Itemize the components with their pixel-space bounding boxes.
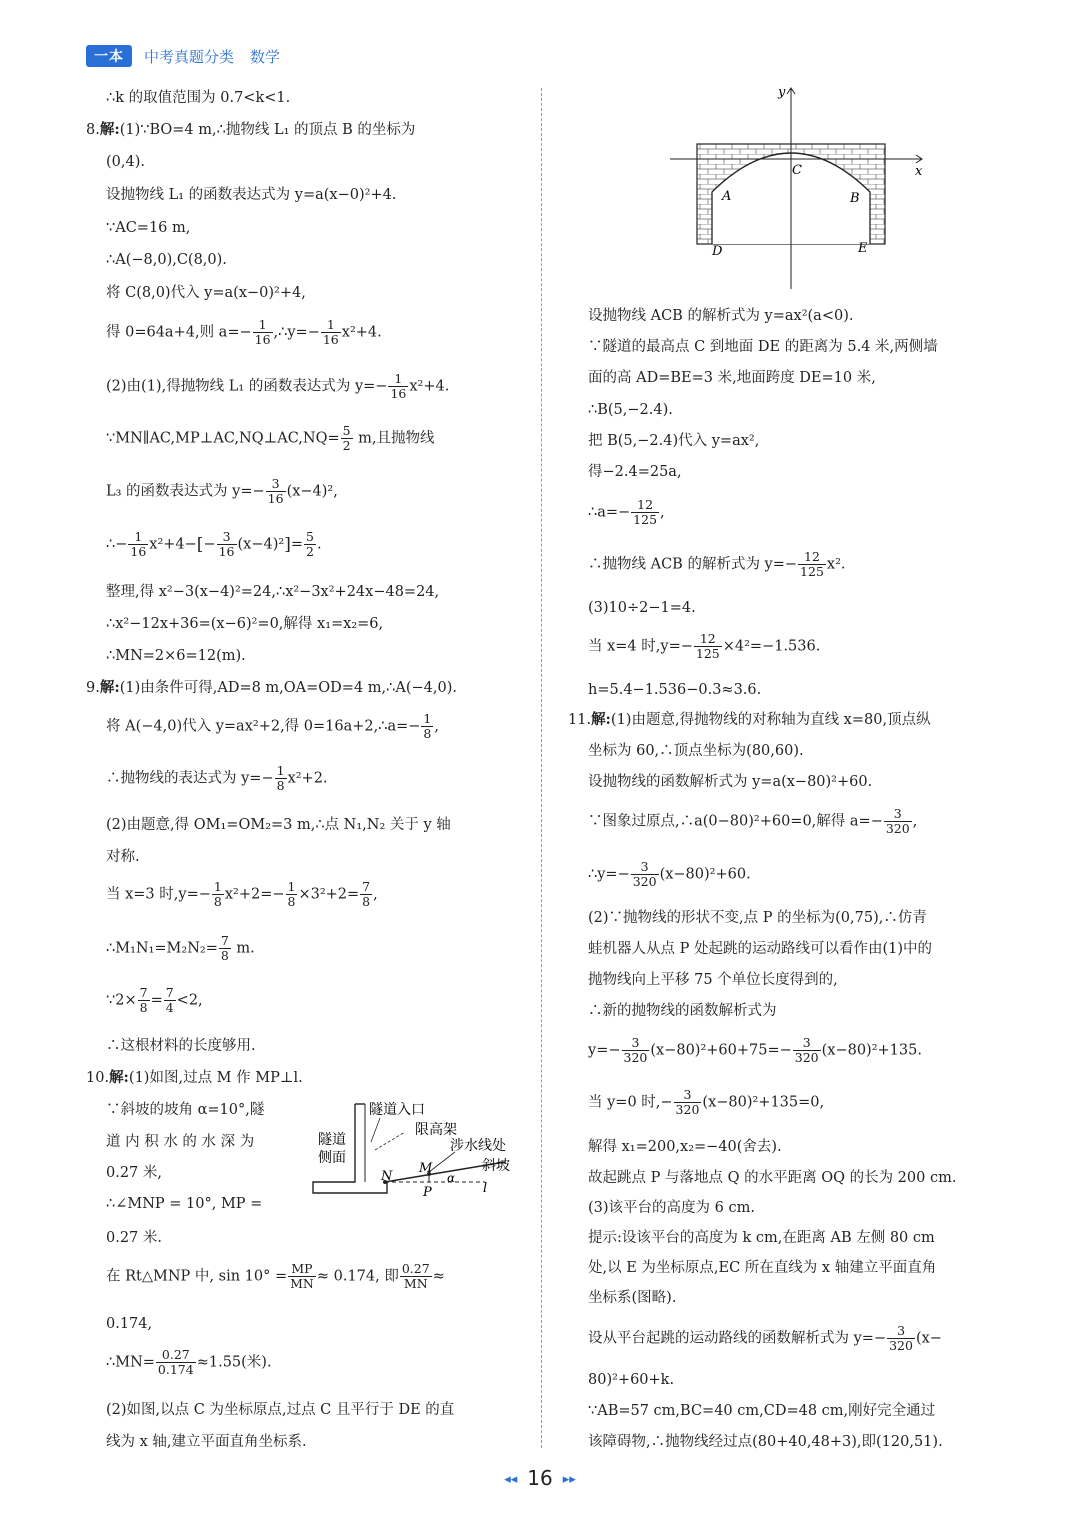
text-span: ∴M₁N₁=M₂N₂= bbox=[106, 940, 218, 957]
question-number: 10. bbox=[86, 1070, 110, 1086]
text-line: (3)10÷2−1=4. bbox=[588, 600, 696, 616]
text-span: ∵MN∥AC,MP⊥AC,NQ⊥AC,NQ= bbox=[106, 430, 340, 447]
numerator: 12 bbox=[631, 498, 659, 513]
numerator: 0.27 bbox=[156, 1348, 196, 1363]
numerator: 0.27 bbox=[401, 1261, 430, 1276]
text-span: (x−80)²+60. bbox=[659, 866, 751, 883]
text-span: − bbox=[203, 536, 216, 553]
label-e: E bbox=[858, 241, 868, 256]
text-line: ∴k 的取值范围为 0.7<k<1. bbox=[106, 90, 291, 106]
text-line: 对称. bbox=[106, 849, 140, 865]
text-span: ∵图象过原点,∴a(0−80)²+60=0,解得 a=− bbox=[588, 813, 883, 830]
denominator: 16 bbox=[130, 544, 147, 559]
text-line: 把 B(5,−2.4)代入 y=ax², bbox=[588, 433, 760, 449]
book-title: 中考真题分类 bbox=[144, 47, 235, 66]
text-span: ∴− bbox=[106, 536, 128, 553]
text-span: m. bbox=[231, 940, 255, 957]
text-span: (x−80)²+135=0, bbox=[702, 1094, 825, 1111]
text-span: (1)∵BO=4 m,∴抛物线 L₁ 的顶点 B 的坐标为 bbox=[119, 122, 416, 138]
text-span: ×4²=−1.536. bbox=[722, 638, 821, 655]
fraction bbox=[421, 712, 433, 741]
text-span: x²+2=− bbox=[224, 886, 285, 903]
text-span: , bbox=[434, 718, 439, 735]
label-side-wall-1: 隧道 bbox=[318, 1132, 346, 1148]
text-span: x²+4. bbox=[409, 378, 450, 395]
text-line: (2)由题意,得 OM₁=OM₂=3 m,∴点 N₁,N₂ 关于 y 轴 bbox=[106, 817, 451, 833]
denominator: 4 bbox=[165, 1000, 174, 1015]
text-span: m,且抛物线 bbox=[353, 430, 435, 447]
text-span: (1)由题意,得抛物线的对称轴为直线 x=80,顶点纵 bbox=[610, 712, 931, 728]
text-span: ∴抛物线的表达式为 y=− bbox=[106, 770, 274, 787]
text-span: (1)由条件可得,AD=8 m,OA=OD=4 m,∴A(−4,0). bbox=[119, 680, 457, 696]
denominator: MN bbox=[403, 1276, 428, 1291]
numerator: 3 bbox=[793, 1036, 821, 1051]
label-b: B bbox=[850, 191, 860, 206]
formula-line bbox=[568, 1088, 824, 1117]
denominator: 8 bbox=[220, 948, 229, 963]
fraction bbox=[388, 372, 408, 401]
label-x: x bbox=[915, 164, 923, 179]
formula-line bbox=[86, 880, 378, 909]
text-line: 80)²+60+k. bbox=[588, 1372, 675, 1388]
text-span: (x−4)², bbox=[286, 483, 338, 500]
text-line: 线为 x 轴,建立平面直角坐标系. bbox=[106, 1434, 307, 1450]
text-line: 0.27 米, bbox=[106, 1165, 163, 1181]
fraction bbox=[321, 318, 341, 347]
text-line: 将 C(8,0)代入 y=a(x−0)²+4, bbox=[106, 285, 306, 301]
question-number: 9. bbox=[86, 680, 100, 696]
text-line: 提示:设该平台的高度为 k cm,在距离 AB 左侧 80 cm bbox=[588, 1230, 935, 1246]
fraction bbox=[341, 424, 353, 453]
denominator: 125 bbox=[695, 646, 720, 661]
subject-label: 数学 bbox=[250, 47, 281, 66]
formula-line bbox=[568, 860, 751, 889]
numerator: 3 bbox=[674, 1088, 702, 1103]
fraction bbox=[138, 986, 150, 1015]
text-span: . bbox=[316, 536, 322, 553]
denominator: 16 bbox=[218, 544, 235, 559]
text-line: 设抛物线 ACB 的解析式为 y=ax²(a<0). bbox=[588, 308, 854, 324]
text-line: 蛙机器人从点 P 处起跳的运动路线可以看作由(1)中的 bbox=[588, 941, 933, 957]
text-span: (2)由(1),得抛物线 L₁ 的函数表达式为 y=− bbox=[106, 378, 388, 395]
next-page-icon[interactable]: ▸▸ bbox=[562, 1472, 576, 1487]
fraction bbox=[887, 1324, 915, 1353]
page-header bbox=[86, 44, 280, 68]
fraction bbox=[286, 880, 298, 909]
text-span: (x−4)² bbox=[237, 536, 285, 553]
denominator: 2 bbox=[342, 438, 351, 453]
text-span: ×3²+2= bbox=[298, 886, 360, 903]
label-alpha: α bbox=[447, 1171, 456, 1185]
text-span: ≈1.55(米). bbox=[196, 1354, 272, 1371]
fraction bbox=[793, 1036, 821, 1065]
formula-line bbox=[568, 1036, 922, 1065]
numerator: 7 bbox=[139, 985, 148, 1000]
numerator: 7 bbox=[362, 879, 371, 894]
text-span: y=− bbox=[588, 1042, 621, 1059]
text-line: 设抛物线的函数解析式为 y=a(x−80)²+60. bbox=[588, 774, 873, 790]
text-line: ∴x²−12x+36=(x−6)²=0,解得 x₁=x₂=6, bbox=[106, 616, 384, 632]
text-line: 抛物线向上平移 75 个单位长度得到的, bbox=[588, 972, 838, 988]
label-slope: 斜坡 bbox=[482, 1158, 510, 1174]
fraction bbox=[360, 880, 372, 909]
fraction bbox=[266, 477, 286, 506]
numerator: 1 bbox=[423, 711, 432, 726]
solution-label: 解: bbox=[109, 1069, 129, 1086]
fraction bbox=[674, 1088, 702, 1117]
numerator: 12 bbox=[798, 550, 826, 565]
text-span: x²+2. bbox=[287, 770, 328, 787]
label-l: l bbox=[483, 1181, 488, 1196]
denominator: 16 bbox=[390, 386, 407, 401]
solution-label: 解: bbox=[99, 679, 120, 696]
denominator: 320 bbox=[632, 874, 657, 889]
label-wading: 涉水线处 bbox=[450, 1138, 506, 1154]
text-span: ∴MN= bbox=[106, 1354, 155, 1371]
text-span: , bbox=[660, 504, 665, 521]
text-line: (2)∵抛物线的形状不变,点 P 的坐标为(0,75),∴仿青 bbox=[588, 910, 927, 926]
fraction bbox=[694, 632, 722, 661]
text-line: 坐标为 60,∴顶点坐标为(80,60). bbox=[588, 743, 804, 759]
text-span: x²+4. bbox=[341, 324, 382, 341]
denominator: 0.174 bbox=[157, 1362, 194, 1377]
numerator: 3 bbox=[884, 807, 912, 822]
leader-entrance bbox=[371, 1118, 380, 1142]
formula-line bbox=[86, 986, 203, 1015]
denominator: 16 bbox=[267, 491, 284, 506]
numerator: 3 bbox=[266, 477, 286, 492]
numerator: 1 bbox=[128, 530, 148, 545]
fraction bbox=[631, 860, 659, 889]
text-span: (x− bbox=[915, 1330, 942, 1347]
fraction bbox=[884, 807, 912, 836]
denominator: 320 bbox=[794, 1050, 819, 1065]
label-d: D bbox=[712, 244, 723, 259]
text-line: 整理,得 x²−3(x−4)²=24,∴x²−3x²+24x−48=24, bbox=[106, 584, 440, 600]
label-p: P bbox=[423, 1185, 432, 1200]
label-y: y bbox=[778, 85, 786, 100]
text-span: , bbox=[912, 813, 918, 830]
question-9-line bbox=[86, 678, 457, 698]
text-line: ∴新的抛物线的函数解析式为 bbox=[588, 1003, 777, 1019]
numerator: 3 bbox=[217, 530, 237, 545]
numerator: 5 bbox=[305, 529, 314, 544]
text-span: (1)如图,过点 M 作 MP⊥l. bbox=[128, 1070, 303, 1086]
formula-line bbox=[86, 424, 435, 453]
numerator: 1 bbox=[253, 318, 273, 333]
formula-line bbox=[86, 764, 328, 793]
numerator: 1 bbox=[287, 879, 296, 894]
denominator: 8 bbox=[362, 894, 371, 909]
fraction bbox=[212, 880, 224, 909]
label-entrance: 隧道入口 bbox=[369, 1102, 425, 1118]
denominator: 320 bbox=[623, 1050, 648, 1065]
text-line: ∴A(−8,0),C(8,0). bbox=[106, 252, 227, 268]
text-line: (0,4). bbox=[106, 154, 145, 170]
fraction bbox=[217, 530, 237, 559]
numerator: 1 bbox=[321, 318, 341, 333]
formula-line bbox=[568, 1324, 942, 1353]
denominator: 320 bbox=[885, 821, 910, 836]
text-span: , bbox=[373, 886, 378, 903]
text-span: 将 A(−4,0)代入 y=ax²+2,得 0=16a+2,∴a=− bbox=[106, 718, 421, 735]
denominator: 125 bbox=[800, 564, 824, 579]
formula-line bbox=[86, 477, 338, 506]
text-span: x²+4− bbox=[149, 536, 197, 553]
bracket-left: [ bbox=[196, 534, 204, 555]
fraction bbox=[253, 318, 273, 347]
fraction bbox=[156, 1348, 196, 1377]
text-line: 该障碍物,∴抛物线经过点(80+40,48+3),即(120,51). bbox=[588, 1434, 943, 1450]
text-span: (x−80)²+135. bbox=[821, 1042, 922, 1059]
text-line: ∴这根材料的长度够用. bbox=[106, 1038, 256, 1054]
text-span: ∴a=− bbox=[588, 504, 631, 521]
fraction bbox=[631, 498, 659, 527]
text-line: (3)该平台的高度为 6 cm. bbox=[588, 1200, 755, 1216]
denominator: 320 bbox=[675, 1102, 700, 1117]
prev-page-icon[interactable]: ◂◂ bbox=[504, 1472, 518, 1487]
text-span: ∴抛物线 ACB 的解析式为 y=− bbox=[588, 556, 798, 573]
formula-line bbox=[86, 372, 449, 401]
text-line: (2)如图,以点 C 为坐标原点,过点 C 且平行于 DE 的直 bbox=[106, 1402, 455, 1418]
denominator: 16 bbox=[322, 332, 339, 347]
numerator: 3 bbox=[631, 860, 659, 875]
text-line: h=5.4−1.536−0.3≈3.6. bbox=[588, 682, 762, 698]
fraction bbox=[164, 986, 176, 1015]
brand-logo: 一本 bbox=[86, 45, 132, 67]
text-line: 0.174, bbox=[106, 1316, 153, 1332]
text-line: 解得 x₁=200,x₂=−40(舍去). bbox=[588, 1139, 782, 1155]
numerator: 3 bbox=[887, 1324, 915, 1339]
tunnel-arch-figure bbox=[660, 84, 940, 294]
text-span: 在 Rt△MNP 中, sin 10° = bbox=[106, 1268, 288, 1285]
text-line: 得−2.4=25a, bbox=[588, 464, 682, 480]
text-line: ∴B(5,−2.4). bbox=[588, 402, 673, 418]
question-number: 11. bbox=[568, 712, 592, 728]
text-span: L₃ 的函数表达式为 y=− bbox=[106, 483, 265, 500]
bracket-right: ] bbox=[284, 534, 291, 555]
formula-line bbox=[86, 1348, 272, 1377]
text-line: 处,以 E 为坐标原点,EC 所在直线为 x 轴建立平面直角 bbox=[588, 1260, 937, 1276]
numerator: 12 bbox=[694, 632, 722, 647]
label-a: A bbox=[722, 189, 732, 204]
formula-line bbox=[86, 318, 382, 347]
solution-label: 解: bbox=[99, 121, 120, 138]
fraction bbox=[798, 550, 826, 579]
question-8-line bbox=[86, 120, 415, 140]
denominator: 8 bbox=[287, 894, 296, 909]
fraction bbox=[128, 530, 148, 559]
numerator: 1 bbox=[213, 879, 222, 894]
text-span: = bbox=[150, 992, 163, 1009]
fraction bbox=[288, 1262, 316, 1291]
denominator: MN bbox=[290, 1276, 314, 1291]
text-line: 坐标系(图略). bbox=[588, 1290, 677, 1306]
formula-line bbox=[568, 807, 917, 836]
fraction bbox=[275, 764, 287, 793]
text-span: ≈ bbox=[432, 1268, 445, 1285]
text-span: ∵2× bbox=[106, 992, 137, 1009]
leader-limit bbox=[375, 1132, 405, 1150]
formula-line bbox=[568, 498, 665, 527]
text-span: 当 x=4 时,y=− bbox=[588, 638, 693, 655]
text-span: (x−80)²+60+75=− bbox=[650, 1042, 792, 1059]
page-footer bbox=[0, 1466, 1080, 1490]
denominator: 8 bbox=[213, 894, 222, 909]
numerator: 3 bbox=[622, 1036, 650, 1051]
question-number: 8. bbox=[86, 122, 100, 138]
fraction bbox=[219, 934, 231, 963]
text-line: ∴MN=2×6=12(m). bbox=[106, 648, 246, 664]
denominator: 16 bbox=[254, 332, 271, 347]
denominator: 2 bbox=[305, 544, 314, 559]
text-span: 设从平台起跳的运动路线的函数解析式为 y=− bbox=[588, 1330, 887, 1347]
numerator: 7 bbox=[220, 933, 229, 948]
page-number: 16 bbox=[527, 1466, 553, 1490]
text-line: ∴∠MNP = 10°, MP = bbox=[106, 1196, 263, 1212]
formula-line bbox=[86, 530, 322, 559]
denominator: 320 bbox=[889, 1338, 913, 1353]
numerator: 7 bbox=[165, 985, 174, 1000]
tunnel-slope-figure bbox=[305, 1094, 530, 1204]
text-line: ∵AB=57 cm,BC=40 cm,CD=48 cm,刚好完全通过 bbox=[588, 1403, 936, 1419]
column-divider bbox=[541, 88, 542, 1448]
text-span: 当 y=0 时,− bbox=[588, 1094, 673, 1111]
formula-line bbox=[86, 712, 439, 741]
label-limit: 限高架 bbox=[415, 1122, 457, 1138]
numerator: 1 bbox=[388, 372, 408, 387]
label-m: M bbox=[419, 1161, 433, 1176]
label-n: N bbox=[381, 1169, 393, 1184]
text-line: 道 内 积 水 的 水 深 为 bbox=[106, 1134, 255, 1150]
numerator: 5 bbox=[342, 423, 351, 438]
text-span: ∴y=− bbox=[588, 866, 630, 883]
question-10-line bbox=[86, 1068, 303, 1088]
text-span: x². bbox=[826, 556, 846, 573]
fraction bbox=[400, 1262, 432, 1291]
formula-line bbox=[568, 550, 846, 579]
text-line: 设抛物线 L₁ 的函数表达式为 y=a(x−0)²+4. bbox=[106, 187, 397, 203]
text-line: ∵斜坡的坡角 α=10°,隧 bbox=[106, 1102, 265, 1118]
denominator: 8 bbox=[139, 1000, 148, 1015]
denominator: 8 bbox=[423, 726, 432, 741]
text-span: 得 0=64a+4,则 a=− bbox=[106, 324, 252, 341]
formula-line bbox=[86, 934, 255, 963]
fraction bbox=[622, 1036, 650, 1065]
numerator: MP bbox=[288, 1262, 316, 1277]
text-span: 当 x=3 时,y=− bbox=[106, 886, 211, 903]
text-span: ≈ 0.174, 即 bbox=[316, 1268, 399, 1285]
question-11-line bbox=[568, 710, 931, 730]
denominator: 8 bbox=[276, 778, 285, 793]
formula-line bbox=[568, 632, 820, 661]
leader-wading bbox=[429, 1152, 455, 1172]
text-line: 面的高 AD=BE=3 米,地面跨度 DE=10 米, bbox=[588, 370, 876, 386]
fraction bbox=[304, 530, 316, 559]
text-line: ∵AC=16 m, bbox=[106, 220, 191, 236]
text-line: 0.27 米. bbox=[106, 1230, 163, 1246]
formula-line bbox=[86, 1262, 445, 1291]
text-line: 故起跳点 P 与落地点 Q 的水平距离 OQ 的长为 200 cm. bbox=[588, 1170, 957, 1186]
numerator: 1 bbox=[276, 763, 285, 778]
label-c: C bbox=[792, 163, 802, 178]
text-span: = bbox=[290, 536, 303, 553]
denominator: 125 bbox=[633, 512, 658, 527]
label-side-wall-2: 侧面 bbox=[318, 1150, 346, 1166]
text-line: ∵隧道的最高点 C 到地面 DE 的距离为 5.4 米,两侧墙 bbox=[588, 339, 938, 355]
text-span: ,∴y=− bbox=[273, 324, 320, 341]
text-span: <2, bbox=[176, 992, 203, 1009]
solution-label: 解: bbox=[591, 711, 611, 728]
